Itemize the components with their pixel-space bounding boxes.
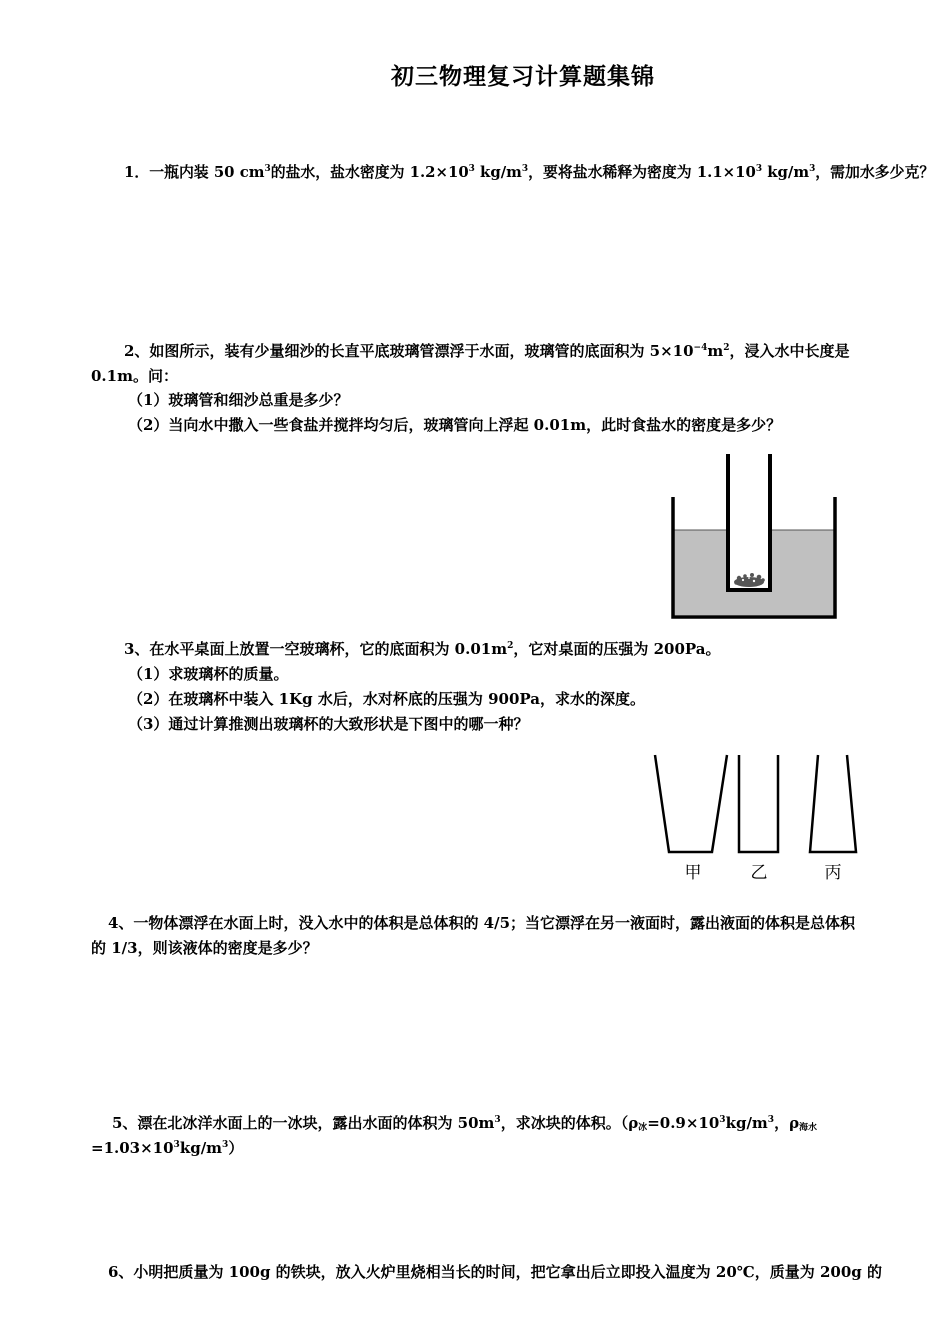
cup-yi [739,755,778,852]
cup-label-yi: 乙 [750,863,768,883]
question-5-line-2: $=1.03\times 10^3kg/m^3$） [91,1139,244,1157]
cup-bing [810,755,856,852]
cup-shapes-figure [648,750,868,890]
cup-label-jia: 甲 [684,863,702,883]
question-3-sub-3: （3）通过计算推测出玻璃杯的大致形状是下图中的哪一种？ [128,715,529,733]
question-4-line-2: 的 1/3，则该液体的密度是多少？ [91,939,318,957]
question-3-sub-2: （2）在玻璃杯中装入 1Kg 水后，水对杯底的压强为 900Pa，求水的深度。 [128,690,645,708]
question-2-line-1: 2、如图所示，装有少量细沙的长直平底玻璃管漂浮于水面，玻璃管的底面积为 $5\times 10^{-4}m^2$，浸入水中长度是 [124,342,850,360]
question-3-sub-1: （1）求玻璃杯的质量。 [128,665,289,683]
question-1: 1．一瓶内装 50 $cm^3$的盐水，盐水密度为 $1.2\times 10^3$ $kg/m^3$，要将盐水稀释为密度为 $1.1\times 10^3$ $kg/m^3$，需加水多少克？ [124,163,935,181]
page-title: 初三物理复习计算题集锦 [391,64,655,90]
question-5-line-1: 5、漂在北冰洋水面上的一冰块，露出水面的体积为 $50m^3$，求冰块的体积。（$\rho_冰=0.9\times 10^3kg/m^3$，$\rho_{海水}$ [112,1114,818,1133]
cup-label-bing: 丙 [824,863,842,883]
question-2-sub-2: （2）当向水中撒入一些食盐并搅拌均匀后，玻璃管向上浮起 0.01m，此时食盐水的密度是多少？ [128,416,782,434]
question-2-sub-1: （1）玻璃管和细沙总重是多少？ [128,391,349,409]
question-3-line-1: 3、在水平桌面上放置一空玻璃杯，它的底面积为 $0.01m^2$，它对桌面的压强为 200Pa。 [124,640,721,658]
question-6-line-1: 6、小明把质量为 100g 的铁块，放入火炉里烧相当长的时间，把它拿出后立即投入温度为 20℃，质量为 200g 的 [108,1263,882,1281]
cup-jia [655,755,727,852]
tube-in-water-figure [666,452,846,627]
question-2-line-2: 0.1m。问： [91,367,178,385]
question-4-line-1: 4、一物体漂浮在水面上时，没入水中的体积是总体积的 4/5；当它漂浮在另一液面时，露出液面的体积是总体积 [108,914,856,932]
tube-inner [728,454,770,590]
